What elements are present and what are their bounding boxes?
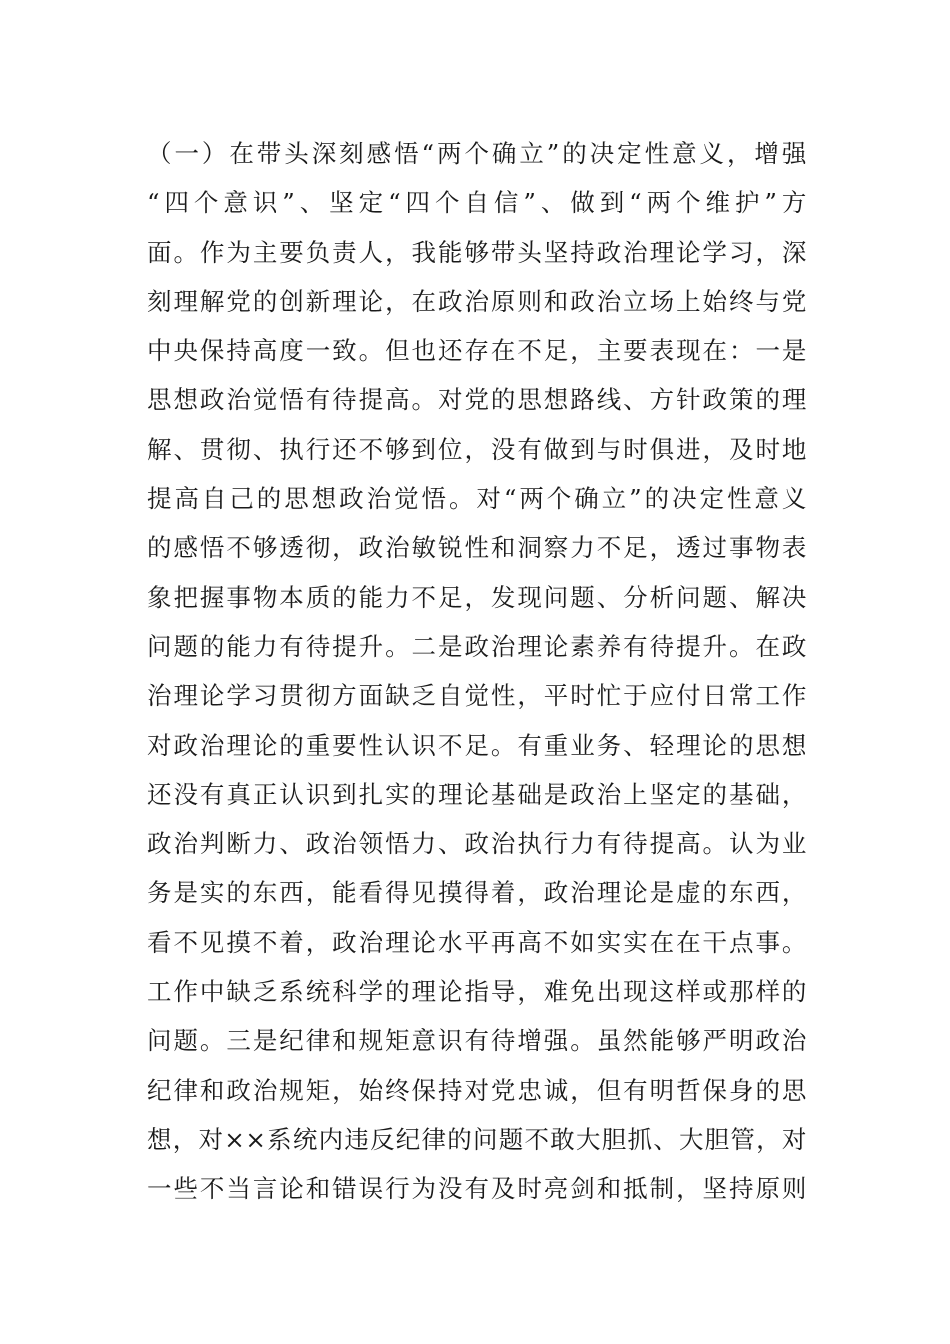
text-line: （一）在带头深刻感悟“两个确立”的决定性意义，增强 [147,139,807,168]
text-line: 对政治理论的重要性认识不足。有重业务、轻理论的思想 [147,730,807,760]
text-line: 问题的能力有待提升。二是政治理论素养有待提升。在政 [147,631,807,661]
text-line: “四个意识”、坚定“四个自信”、做到“两个维护”方 [147,188,807,218]
text-line: 一些不当言论和错误行为没有及时亮剑和抵制，坚持原则 [147,1174,807,1204]
text-line: 纪律和政治规矩，始终保持对党忠诚，但有明哲保身的思 [147,1075,807,1105]
text-line: 还没有真正认识到扎实的理论基础是政治上坚定的基础， [147,779,807,809]
text-line: 想，对××系统内违反纪律的问题不敢大胆抓、大胆管，对 [147,1124,807,1154]
text-line: 务是实的东西，能看得见摸得着，政治理论是虚的东西， [147,878,807,908]
text-line: 思想政治觉悟有待提高。对党的思想路线、方针政策的理 [147,385,807,415]
text-line: 的感悟不够透彻，政治敏锐性和洞察力不足，透过事物表 [147,533,807,563]
text-line: 中央保持高度一致。但也还存在不足，主要表现在：一是 [147,336,807,366]
text-line: 问题。三是纪律和规矩意识有待增强。虽然能够严明政治 [147,1026,807,1056]
text-line: 解、贯彻、执行还不够到位，没有做到与时俱进，及时地 [147,434,807,464]
text-line: 象把握事物本质的能力不足，发现问题、分析问题、解决 [147,582,807,612]
text-line: 面。作为主要负责人，我能够带头坚持政治理论学习，深 [147,237,807,267]
text-line: 看不见摸不着，政治理论水平再高不如实实在在干点事。 [147,927,807,957]
text-line: 刻理解党的创新理论，在政治原则和政治立场上始终与党 [147,286,807,316]
text-line: 提高自己的思想政治觉悟。对“两个确立”的决定性意义 [147,484,807,514]
text-line: 工作中缺乏系统科学的理论指导，难免出现这样或那样的 [147,977,807,1007]
body-paragraph [147,129,807,1214]
text-line: 治理论学习贯彻方面缺乏自觉性，平时忙于应付日常工作 [147,681,807,711]
text-line: 政治判断力、政治领悟力、政治执行力有待提高。认为业 [147,829,807,859]
